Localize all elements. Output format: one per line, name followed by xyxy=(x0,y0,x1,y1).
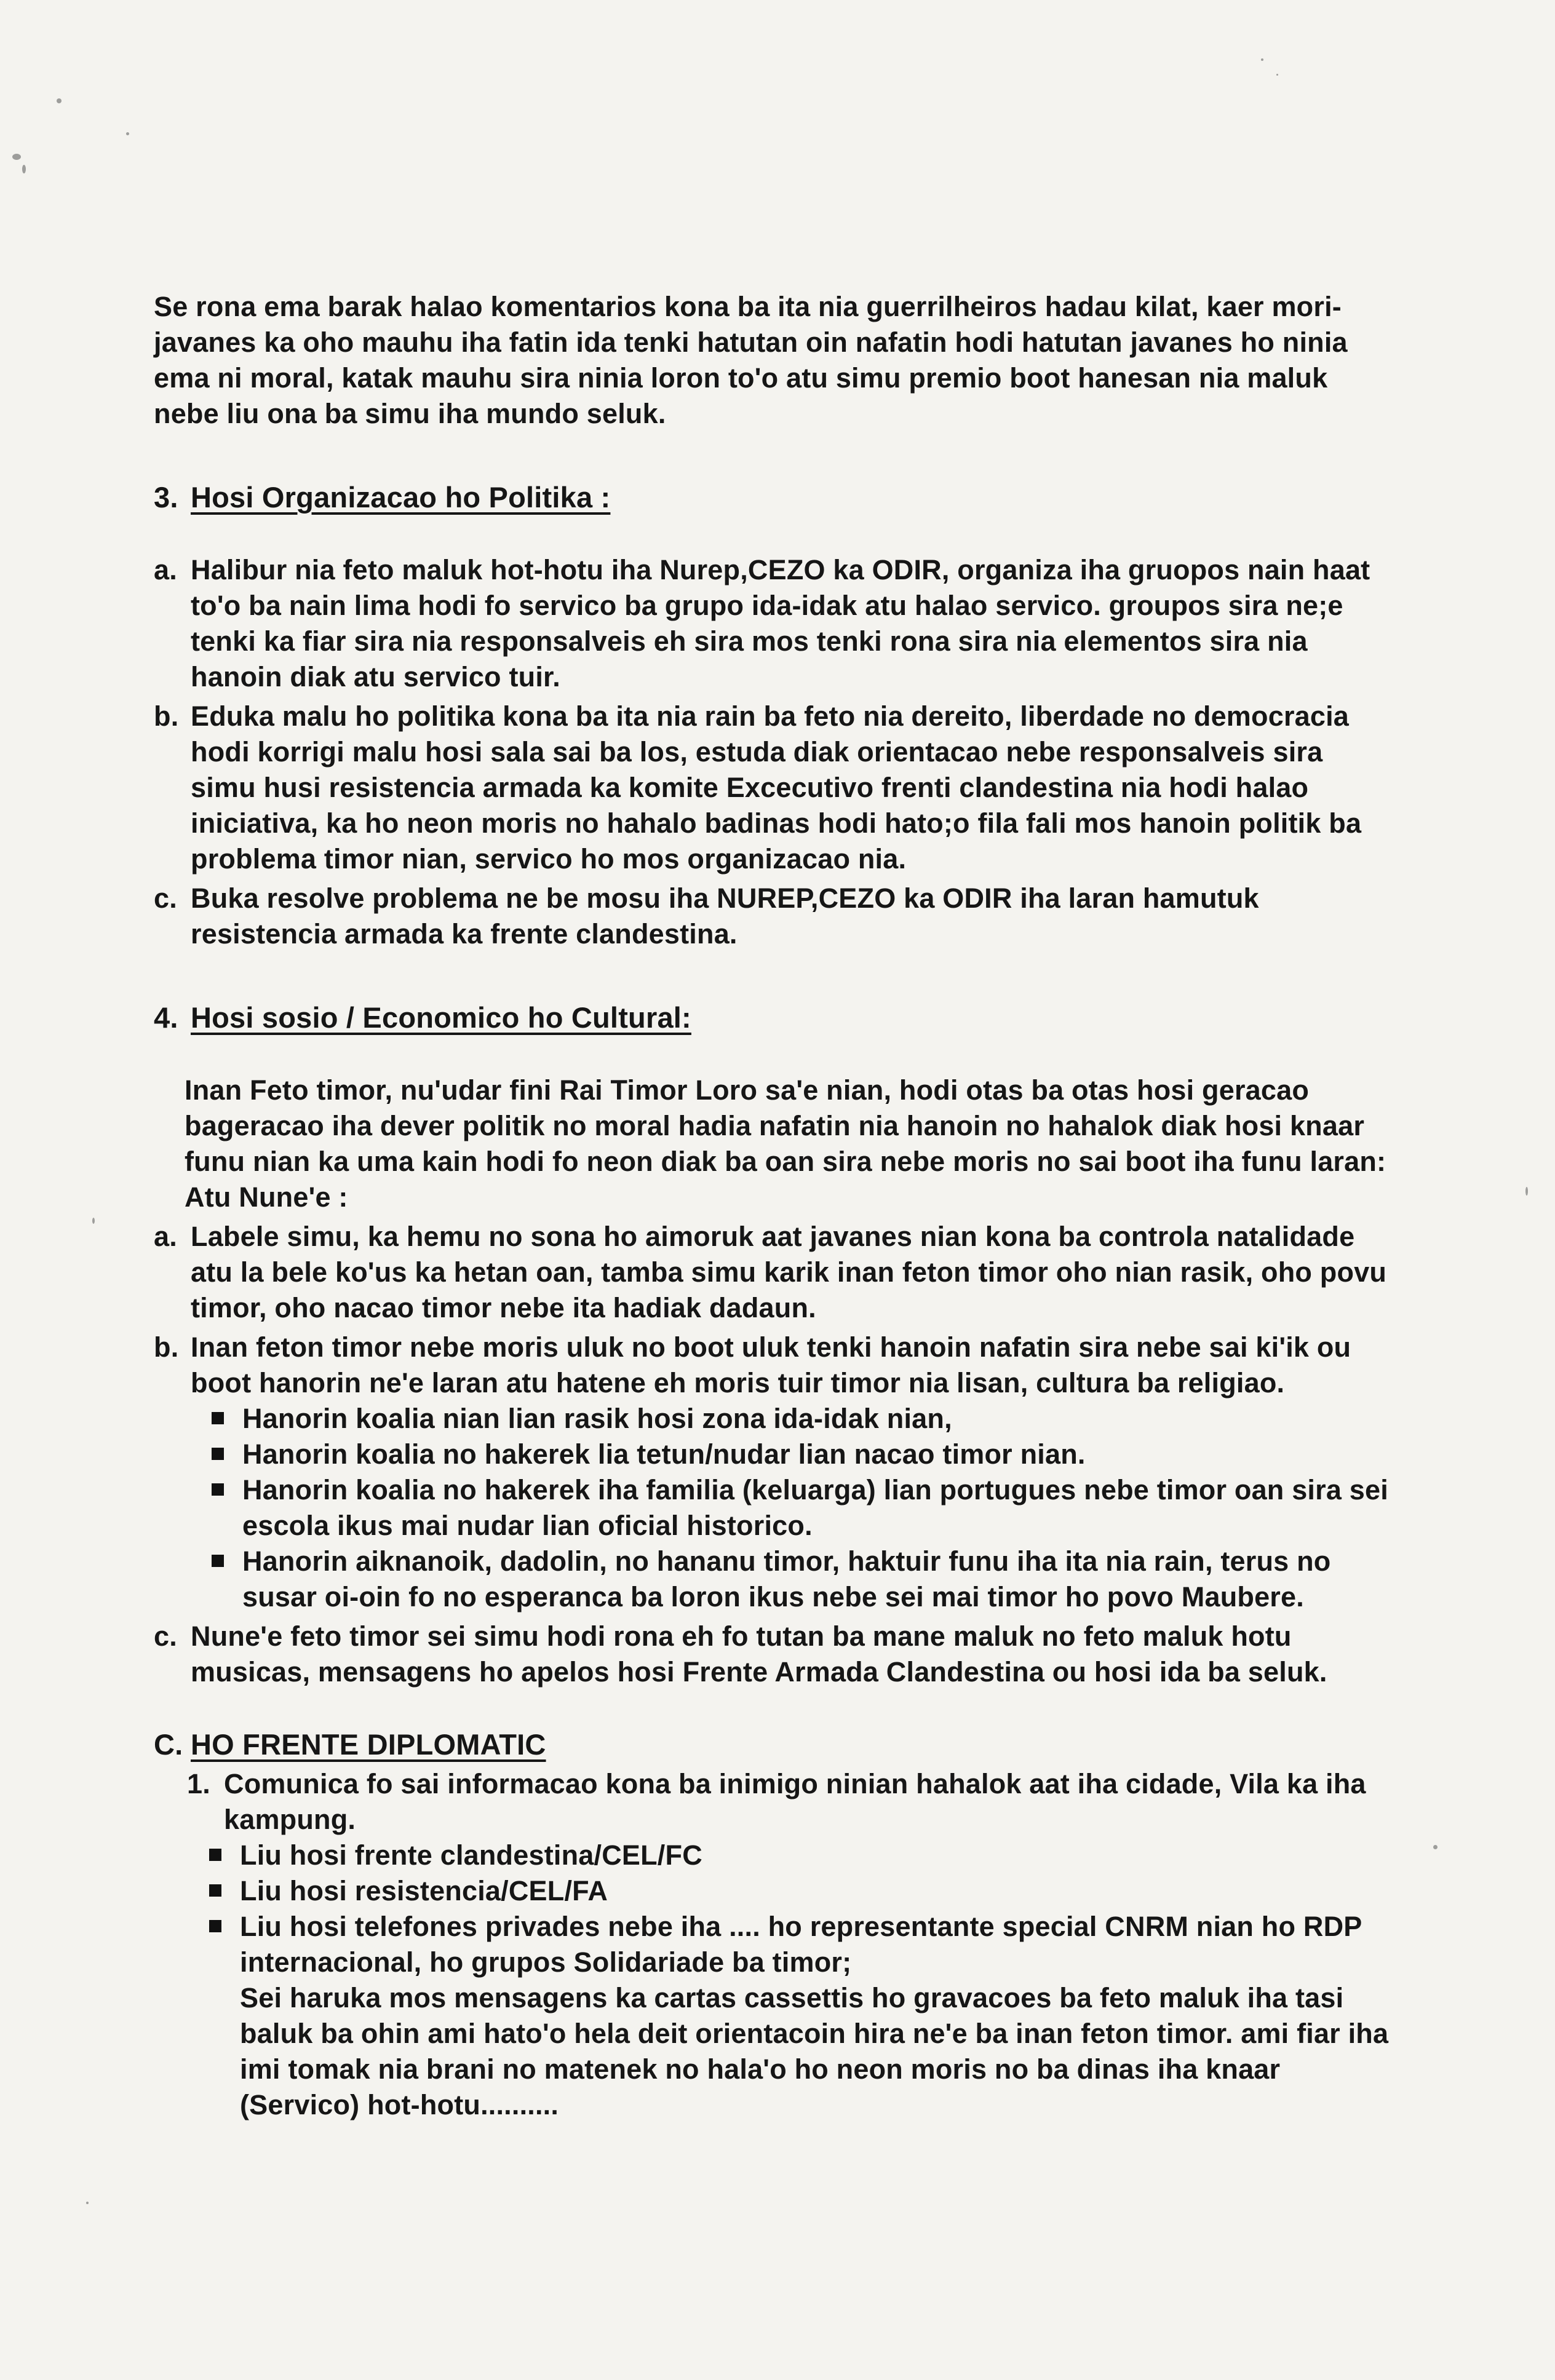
bullet-text: Liu hosi resistencia/CEL/FA xyxy=(240,1875,608,1906)
bullet-text: Hanorin koalia no hakerek iha familia (keluarga) lian portugues nebe timor oan sira sei escola ikus mai nudar lian oficial historico. xyxy=(242,1474,1388,1541)
scan-speck xyxy=(1276,74,1278,76)
bullet-item xyxy=(208,1472,1390,1544)
scan-speck xyxy=(126,132,129,135)
bullet-square-icon xyxy=(212,1448,224,1460)
item-text: Inan feton timor nebe moris uluk no boot uluk tenki hanoin nafatin sira nebe sai ki'ik ou boot hanorin ne'e laran atu hatene eh moris tuir timor nia lisan, cultura ba religiao. xyxy=(191,1331,1351,1398)
item-text: Eduka malu ho politika kona ba ita nia rain ba feto nia dereito, liberdade no democracia hodi korrigi malu hosi sala sai ba los, estuda diak orientacao nebe responsalveis sira simu husi resistencia armada ka komite Excecutivo frenti clandestina nia hodi halao iniciativa, ka ho neon moris no hahalo badinas hodi hato;o fila fali mos hanoin politik ba problema timor nian, servico ho mos organizacao nia. xyxy=(191,700,1362,875)
item-text: Nune'e feto timor sei simu hodi rona eh fo tutan ba mane maluk no feto maluk hotu musicas, mensagens ho apelos hosi Frente Armada Clandestina ou hosi ida ba seluk. xyxy=(191,1620,1327,1688)
section-title: Hosi Organizacao ho Politika : xyxy=(191,481,611,514)
item-text: Halibur nia feto maluk hot-hotu iha Nurep,CEZO ka ODIR, organiza iha gruopos nain haat to'o ba nain lima hodi fo servico ba grupo ida-idak atu halao servico. groupos sira ne;e tenki ka fiar sira nia responsalveis eh sira mos tenki rona sira nia elementos sira nia hanoin diak atu servico tuir. xyxy=(191,554,1370,692)
scan-speck xyxy=(22,165,26,173)
bullet-text: Liu hosi frente clandestina/CEL/FC xyxy=(240,1839,702,1871)
bullet-square-icon xyxy=(209,1920,221,1932)
item-marker: c. xyxy=(154,1620,177,1652)
section-number: 3. xyxy=(154,481,178,514)
section-title: HO FRENTE DIPLOMATIC xyxy=(191,1728,546,1761)
bullet-square-icon xyxy=(209,1884,221,1897)
item-text: Labele simu, ka hemu no sona ho aimoruk aat javanes nian kona ba controla natalidade atu la bele ko'us ka hetan oan, tamba simu karik inan feton timor oho nian rasik, oho povu timor, oho nacao timor nebe ita hadiak dadaun. xyxy=(191,1221,1387,1323)
item-marker: 1. xyxy=(187,1768,210,1799)
item-text: Buka resolve problema ne be mosu iha NUREP,CEZO ka ODIR iha laran hamutuk resistencia armada ka frente clandestina. xyxy=(191,883,1259,950)
section-c-body xyxy=(154,1766,1390,1838)
list-item xyxy=(154,1219,1390,1326)
bullet-square-icon xyxy=(212,1555,224,1567)
bullet-item xyxy=(205,1909,1390,1980)
scan-speck xyxy=(92,1218,95,1224)
item-marker: a. xyxy=(154,554,177,585)
bullet-text: Hanorin koalia no hakerek lia tetun/nudar lian nacao timor nian. xyxy=(242,1438,1086,1470)
document-body xyxy=(154,289,1390,2123)
item-marker: b. xyxy=(154,1331,179,1363)
bullet-list xyxy=(154,1838,1390,1980)
bullet-text: Liu hosi telefones privades nebe iha .... ho representante special CNRM nian ho RDP internacional, ho grupos Solidariade ba timor; xyxy=(240,1911,1362,1978)
bullet-square-icon xyxy=(212,1412,224,1424)
section-4-heading xyxy=(154,1000,1390,1036)
bullet-item xyxy=(205,1873,1390,1909)
list-item xyxy=(154,1619,1390,1690)
scan-speck xyxy=(1261,58,1263,61)
list-item xyxy=(154,1330,1390,1401)
list-item xyxy=(187,1766,1390,1838)
item-marker: c. xyxy=(154,883,177,914)
atu-nunee-label: Atu Nune'e : xyxy=(185,1181,348,1213)
bullet-list xyxy=(154,1401,1390,1615)
list-item xyxy=(154,552,1390,695)
section-title: Hosi sosio / Economico ho Cultural: xyxy=(191,1001,691,1034)
scan-speck xyxy=(1525,1187,1528,1196)
item-marker: a. xyxy=(154,1221,177,1252)
bullet-item xyxy=(205,1838,1390,1873)
list-item xyxy=(154,699,1390,877)
item-text: Comunica fo sai informacao kona ba inimigo ninian hahalok aat iha cidade, Vila ka iha kampung. xyxy=(224,1768,1366,1835)
bullet-square-icon xyxy=(209,1849,221,1861)
bullet-item xyxy=(208,1437,1390,1472)
bullet-text: Hanorin aiknanoik, dadolin, no hananu timor, haktuir funu iha ita nia rain, terus no susar oi-oin fo no esperanca ba loron ikus nebe sei mai timor ho povo Maubere. xyxy=(242,1545,1331,1612)
section-lead-paragraph: Inan Feto timor, nu'udar fini Rai Timor Loro sa'e nian, hodi otas ba otas hosi geracao bageracao iha dever politik no moral hadia nafatin nia hanoin no hahalok diak hosi knaar funu nian ka uma kain hodi fo neon diak ba oan sira nebe moris no sai boot iha funu laran: xyxy=(185,1074,1386,1177)
section-3-heading xyxy=(154,480,1390,515)
scan-speck xyxy=(86,2202,89,2204)
list-item xyxy=(154,881,1390,952)
scan-speck xyxy=(12,154,21,160)
section-c-heading xyxy=(154,1727,1390,1763)
bullet-item xyxy=(208,1401,1390,1437)
scan-speck xyxy=(1433,1845,1438,1849)
intro-paragraph: Se rona ema barak halao komentarios kona ba ita nia guerrilheiros hadau kilat, kaer mori-javanes ka oho mauhu iha fatin ida tenki hatutan oin nafatin hodi hatutan javanes ho ninia ema ni moral, katak mauhu sira ninia loron to'o atu simu premio boot hanesan nia maluk nebe liu ona ba simu iha mundo seluk. xyxy=(154,291,1348,429)
section-letter: C. xyxy=(154,1728,183,1761)
bullet-item xyxy=(208,1544,1390,1615)
item-marker: b. xyxy=(154,700,179,732)
scan-speck xyxy=(57,98,62,103)
bullet-square-icon xyxy=(212,1483,224,1496)
bullet-text: Hanorin koalia nian lian rasik hosi zona ida-idak nian, xyxy=(242,1403,952,1434)
closing-paragraph: Sei haruka mos mensagens ka cartas cassettis ho gravacoes ba feto maluk iha tasi baluk ba ohin ami hato'o hela deit orientacoin hira ne'e ba inan feton timor. ami fiar iha imi tomak nia brani no matenek no hala'o ho neon moris no ba dinas iha knaar (Servico) hot-hotu.......... xyxy=(240,1982,1389,2120)
section-number: 4. xyxy=(154,1001,178,1034)
